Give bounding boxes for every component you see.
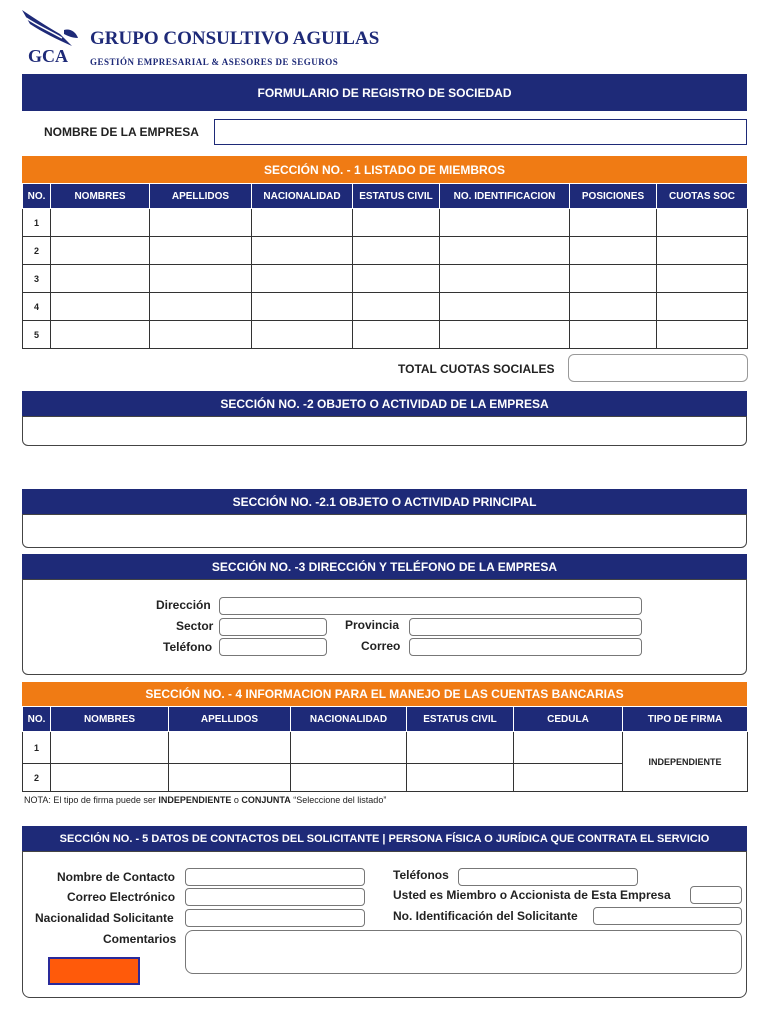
cell-input[interactable] [51, 293, 150, 321]
cell-input[interactable] [353, 265, 440, 293]
cell-input[interactable] [252, 237, 353, 265]
col-header: NACIONALIDAD [252, 184, 353, 209]
cell-input[interactable] [169, 764, 291, 792]
cell-input[interactable] [51, 764, 169, 792]
section5-title: SECCIÓN NO. - 5 DATOS DE CONTACTOS DEL SOLICITANTE | PERSONA FÍSICA O JURÍDICA QUE CONTRATA EL SERVICIO [22, 826, 747, 852]
note-text: NOTA: El tipo de firma puede ser [24, 795, 159, 805]
contacto-label: Nombre de Contacto [57, 870, 176, 884]
table-row [23, 321, 748, 349]
cell-input[interactable] [440, 265, 570, 293]
row-number: 2 [23, 764, 51, 792]
total-cuotas-label: TOTAL CUOTAS SOCIALES [398, 362, 555, 376]
col-header: NOMBRES [51, 707, 169, 732]
cell-input[interactable] [51, 209, 150, 237]
cell-input[interactable] [570, 209, 657, 237]
cell-input[interactable] [353, 321, 440, 349]
cell-input[interactable] [353, 293, 440, 321]
cell-input[interactable] [150, 209, 252, 237]
note-bold: CONJUNTA [241, 795, 291, 805]
table-row [23, 237, 748, 265]
cell-input[interactable] [657, 321, 748, 349]
cell-input[interactable] [570, 293, 657, 321]
provincia-field[interactable] [409, 618, 642, 636]
col-header: CUOTAS SOC [657, 184, 748, 209]
col-header: TIPO DE FIRMA [623, 707, 748, 732]
direccion-field[interactable] [219, 597, 642, 615]
cell-input[interactable] [407, 764, 514, 792]
cell-input[interactable] [252, 265, 353, 293]
table-row [23, 732, 748, 764]
col-header: NO. [23, 184, 51, 209]
company-name-input[interactable] [214, 119, 747, 145]
company-tagline: GESTIÓN EMPRESARIAL & ASESORES DE SEGUROS [90, 57, 339, 67]
logo-mark: GCA [28, 46, 68, 66]
comentarios-label: Comentarios [103, 932, 177, 946]
cell-input[interactable] [440, 293, 570, 321]
nacionalidad-field[interactable] [185, 909, 365, 927]
miembro-field[interactable] [690, 886, 742, 904]
logo [20, 8, 380, 70]
col-header: APELLIDOS [169, 707, 291, 732]
col-header: NO. IDENTIFICACION [440, 184, 570, 209]
cell-input[interactable] [657, 209, 748, 237]
form-title: FORMULARIO DE REGISTRO DE SOCIEDAD [22, 74, 747, 111]
members-header-row [23, 184, 748, 209]
cell-input[interactable] [150, 293, 252, 321]
note-text: “Seleccione del listado” [290, 795, 387, 805]
note-text: o [231, 795, 242, 805]
row-number: 1 [23, 209, 51, 237]
cell-input[interactable] [150, 237, 252, 265]
cell-input[interactable] [440, 209, 570, 237]
contacto-field[interactable] [185, 868, 365, 886]
cell-input[interactable] [657, 265, 748, 293]
correo-label: Correo [361, 639, 401, 653]
cell-input[interactable] [353, 209, 440, 237]
cell-input[interactable] [252, 293, 353, 321]
cell-input[interactable] [657, 293, 748, 321]
section21-textarea[interactable] [22, 514, 747, 548]
telefono-label: Teléfono [163, 640, 213, 654]
eagle-icon [20, 8, 80, 48]
sector-field[interactable] [219, 618, 327, 636]
cell-input[interactable] [150, 321, 252, 349]
cell-input[interactable] [353, 237, 440, 265]
company-name: GRUPO CONSULTIVO AGUILAS [90, 28, 380, 49]
row-number: 1 [23, 732, 51, 764]
cell-input[interactable] [291, 732, 407, 764]
col-header: POSICIONES [570, 184, 657, 209]
tipo-firma-select[interactable]: INDEPENDIENTE [623, 732, 748, 792]
section3-title: SECCIÓN NO. -3 DIRECCIÓN Y TELÉFONO DE LA EMPRESA [22, 554, 747, 580]
cell-input[interactable] [407, 732, 514, 764]
cell-input[interactable] [570, 265, 657, 293]
provincia-label: Provincia [345, 618, 400, 632]
row-number: 4 [23, 293, 51, 321]
row-number: 2 [23, 237, 51, 265]
section2-title: SECCIÓN NO. -2 OBJETO O ACTIVIDAD DE LA EMPRESA [22, 391, 747, 417]
col-header: ESTATUS CIVIL [407, 707, 514, 732]
section2-textarea[interactable] [22, 416, 747, 446]
correo-electronico-label: Correo Electrónico [67, 890, 176, 904]
cell-input[interactable] [514, 764, 623, 792]
col-header: NO. [23, 707, 51, 732]
cell-input[interactable] [51, 265, 150, 293]
cell-input[interactable] [657, 237, 748, 265]
section21-title: SECCIÓN NO. -2.1 OBJETO O ACTIVIDAD PRINCIPAL [22, 489, 747, 515]
table-row [23, 209, 748, 237]
cell-input[interactable] [570, 237, 657, 265]
submit-button[interactable] [48, 957, 140, 985]
section1-title: SECCIÓN NO. - 1 LISTADO DE MIEMBROS [22, 156, 747, 183]
col-header: CEDULA [514, 707, 623, 732]
members-table [22, 183, 748, 349]
cell-input[interactable] [169, 732, 291, 764]
col-header: ESTATUS CIVIL [353, 184, 440, 209]
comentarios-textarea[interactable] [185, 930, 742, 974]
cell-input[interactable] [252, 321, 353, 349]
cell-input[interactable] [252, 209, 353, 237]
direccion-label: Dirección [156, 598, 211, 612]
cell-input[interactable] [51, 321, 150, 349]
firma-note [24, 795, 386, 805]
cell-input[interactable] [440, 321, 570, 349]
col-header: APELLIDOS [150, 184, 252, 209]
telefono-field[interactable] [219, 638, 327, 656]
identificacion-field[interactable] [593, 907, 742, 925]
telefonos-field[interactable] [458, 868, 638, 886]
cell-input[interactable] [514, 732, 623, 764]
note-bold: INDEPENDIENTE [158, 795, 232, 805]
table-row [23, 265, 748, 293]
nacionalidad-label: Nacionalidad Solicitante [35, 911, 174, 925]
total-cuotas-input[interactable] [568, 354, 748, 382]
table-row [23, 293, 748, 321]
correo-field[interactable] [409, 638, 642, 656]
col-header: NOMBRES [51, 184, 150, 209]
cell-input[interactable] [291, 764, 407, 792]
correo-electronico-field[interactable] [185, 888, 365, 906]
miembro-label: Usted es Miembro o Accionista de Esta Empresa [393, 888, 671, 902]
cell-input[interactable] [150, 265, 252, 293]
row-number: 3 [23, 265, 51, 293]
cell-input[interactable] [570, 321, 657, 349]
section4-title: SECCIÓN NO. - 4 INFORMACION PARA EL MANEJO DE LAS CUENTAS BANCARIAS [22, 682, 747, 706]
row-number: 5 [23, 321, 51, 349]
cell-input[interactable] [51, 732, 169, 764]
bank-accounts-table [22, 706, 748, 792]
col-header: NACIONALIDAD [291, 707, 407, 732]
sector-label: Sector [176, 619, 214, 633]
telefonos-label: Teléfonos [393, 868, 449, 882]
identificacion-label: No. Identificación del Solicitante [393, 909, 578, 923]
cell-input[interactable] [51, 237, 150, 265]
bank-header-row [23, 707, 748, 732]
cell-input[interactable] [440, 237, 570, 265]
company-name-label: NOMBRE DE LA EMPRESA [44, 125, 199, 139]
